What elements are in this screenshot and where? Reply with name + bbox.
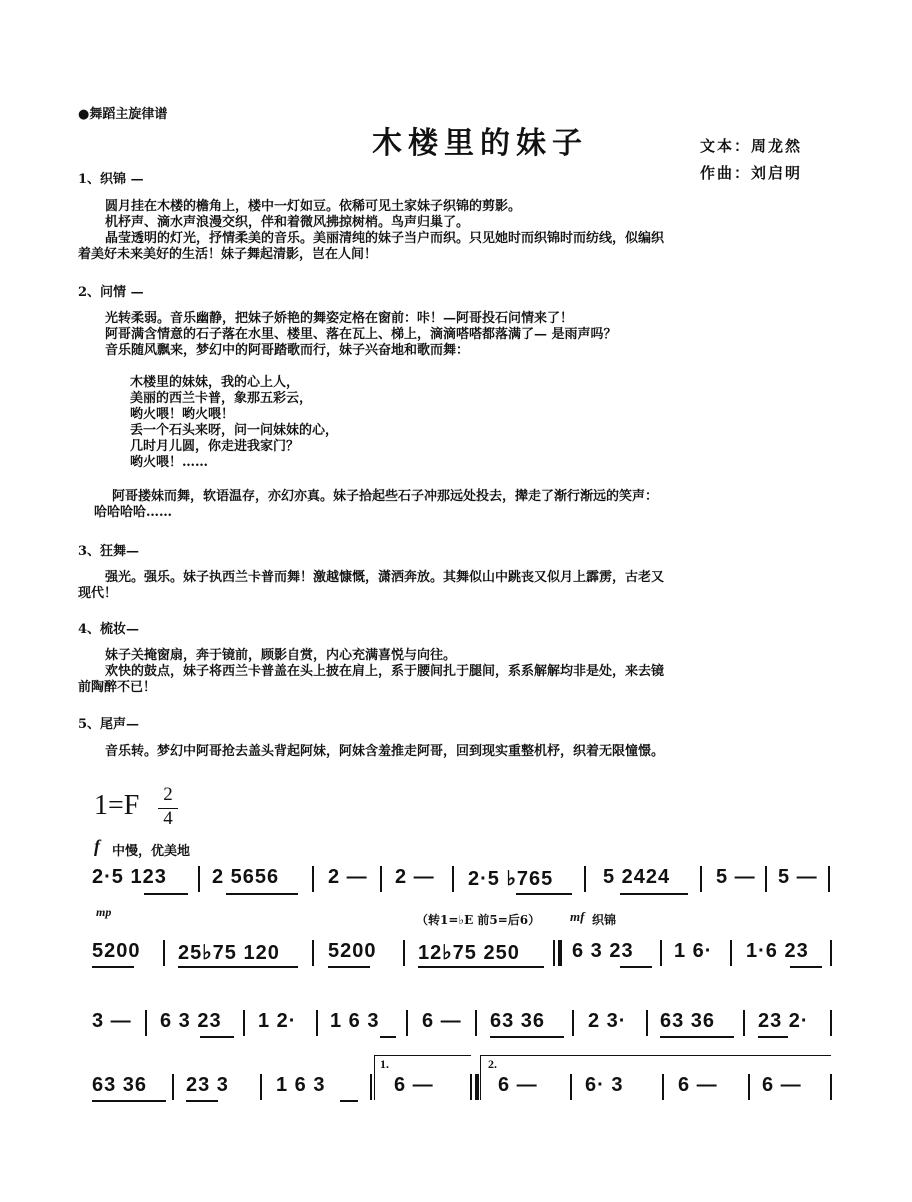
section-2-line-2: 阿哥满含情意的石子落在水里、楼里、落在瓦上、梯上，滴滴嗒嗒都落满了— 是雨声吗？ xyxy=(105,327,617,342)
measure: 6 — xyxy=(498,1074,538,1096)
section-1-line-1: 圆月挂在木楼的檐角上，楼中一灯如豆。依稀可见土家妹子织锦的剪影。 xyxy=(105,199,522,214)
measure: 2 3· xyxy=(588,1010,627,1032)
underline xyxy=(144,893,188,895)
time-signature-bottom: 4 xyxy=(163,808,173,829)
underline xyxy=(490,1036,564,1038)
barline xyxy=(553,940,555,966)
dynamic-forte: f xyxy=(94,836,100,856)
barline xyxy=(452,866,454,892)
barline xyxy=(646,1010,648,1036)
barline xyxy=(145,1010,147,1036)
measure: 1 6· xyxy=(674,940,713,962)
measure: 5 2424 xyxy=(603,866,671,888)
barline xyxy=(475,1010,477,1036)
composer-credit: 作曲：刘启明 xyxy=(700,164,803,182)
measure: 6 — xyxy=(422,1010,462,1032)
measure: 1 6 3 xyxy=(276,1074,326,1096)
key-signature: 1=F xyxy=(94,790,140,821)
section-4-line-1: 妹子关掩窗扇，奔于镜前，顾影自赏，内心充满喜悦与向往。 xyxy=(105,648,457,663)
measure: 25♭75 120 xyxy=(178,942,280,964)
barline xyxy=(660,940,662,966)
barline xyxy=(380,866,382,892)
section-5-line-1: 音乐转。梦幻中阿哥抢去盖头背起阿妹，阿妹含羞推走阿哥，回到现实重整机杼，织着无限憧憬。 xyxy=(105,744,665,759)
measure: 6 — xyxy=(762,1074,802,1096)
underline xyxy=(340,1100,358,1102)
section-heading-2: 2、问情 — xyxy=(78,285,144,300)
dynamic-mf: mf xyxy=(570,909,585,924)
measure: 1 2· xyxy=(258,1010,297,1032)
section-heading-4: 4、梳妆— xyxy=(78,622,140,637)
measure: 5200 xyxy=(92,940,141,962)
underline xyxy=(790,966,822,968)
measure: 5 — xyxy=(778,866,818,888)
section-4-line-2: 欢快的鼓点，妹子将西兰卡普盖在头上披在肩上，系于腰间扎于腿间，系系解解均非是处，来去镜 xyxy=(105,664,665,679)
underline xyxy=(660,1036,734,1038)
barline xyxy=(403,940,405,966)
underline xyxy=(758,1036,788,1038)
barline xyxy=(584,866,586,892)
section-4-line-3: 前陶醉不已！ xyxy=(78,680,157,695)
underline xyxy=(380,1036,396,1038)
underline xyxy=(516,893,572,895)
section-marker: 织锦 xyxy=(592,913,617,927)
measure: 6 3 23 xyxy=(572,940,634,962)
first-ending-label: 1. xyxy=(380,1057,389,1071)
barline xyxy=(316,1010,318,1036)
barline xyxy=(406,1010,408,1036)
measure: 1·6 23 xyxy=(746,940,809,962)
measure: 2 — xyxy=(395,866,435,888)
measure: 3 — xyxy=(92,1010,132,1032)
barline xyxy=(730,940,732,966)
second-ending-label: 2. xyxy=(488,1057,497,1071)
repeat-start-barline xyxy=(558,940,562,966)
barline xyxy=(830,1010,832,1036)
section-2-after-1: 阿哥搂妹而舞，软语温存，亦幻亦真。妹子拾起些石子冲那远处投去，撵走了渐行渐远的笑声： xyxy=(112,489,659,504)
tempo-marking: 中慢，优美地 xyxy=(112,844,191,859)
song-line-5: 几时月儿圆，你走进我家门？ xyxy=(130,439,300,454)
section-heading-3: 3、狂舞— xyxy=(78,544,140,559)
category-label: ●舞蹈主旋律谱 xyxy=(78,107,168,122)
barline xyxy=(370,1074,372,1100)
underline xyxy=(200,1036,234,1038)
underline xyxy=(620,966,652,968)
barline xyxy=(572,1010,574,1036)
measure: 6 3 23 xyxy=(160,1010,222,1032)
measure: 23 3 xyxy=(186,1074,229,1096)
barline xyxy=(700,866,702,892)
underline xyxy=(92,1100,166,1102)
measure: 63 36 xyxy=(490,1010,546,1032)
barline xyxy=(172,1074,174,1100)
measure: 2·5 ♭765 xyxy=(468,868,554,890)
song-line-4: 丢一个石头来呀，问一问妹妹的心， xyxy=(130,423,339,438)
barline xyxy=(260,1074,262,1100)
barline xyxy=(743,1010,745,1036)
barline xyxy=(312,940,314,966)
section-3-line-2: 现代！ xyxy=(78,586,118,601)
song-line-2: 美丽的西兰卡普，象那五彩云， xyxy=(130,391,313,406)
song-line-3: 哟火喂！哟火喂！ xyxy=(130,407,235,422)
underline xyxy=(226,893,298,895)
measure: 5200 xyxy=(328,940,377,962)
barline xyxy=(830,940,832,966)
barline xyxy=(830,1074,832,1100)
section-1-line-4: 着美好未来美好的生活！妹子舞起清影，岂在人间！ xyxy=(78,247,378,262)
underline xyxy=(92,966,134,968)
underline xyxy=(178,966,298,968)
barline xyxy=(748,1074,750,1100)
measure: 2 — xyxy=(328,866,368,888)
section-1-line-3: 晶莹透明的灯光，抒情柔美的音乐。美丽清纯的妹子当户而织。只见她时而织锦时而纺线，似编织 xyxy=(105,231,665,246)
section-3-line-1: 强光。强乐。妹子执西兰卡普而舞！激越慷慨，潇洒奔放。其舞似山中跳丧又似月上霹雳，古老又 xyxy=(105,570,665,585)
barline xyxy=(243,1010,245,1036)
barline xyxy=(765,866,767,892)
measure: 6· 3 xyxy=(585,1074,624,1096)
measure: 2 5656 xyxy=(212,866,280,888)
lyricist-credit: 文本：周龙然 xyxy=(700,137,803,155)
section-2-line-3: 音乐随风飘来，梦幻中的阿哥踏歌而行，妹子兴奋地和歌而舞： xyxy=(105,343,470,358)
time-signature-top: 2 xyxy=(163,784,173,805)
section-heading-5: 5、尾声— xyxy=(78,717,140,732)
song-line-6: 哟火喂！…… xyxy=(130,455,209,470)
underline xyxy=(418,966,544,968)
barline xyxy=(828,866,830,892)
section-2-after-2: 哈哈哈哈…… xyxy=(94,505,173,520)
underline xyxy=(328,966,370,968)
section-1-line-2: 机杼声、滴水声浪漫交织，伴和着微风拂掠树梢。鸟声归巢了。 xyxy=(105,215,470,230)
measure: 6 — xyxy=(678,1074,718,1096)
repeat-end-barline xyxy=(470,1074,472,1100)
barline xyxy=(570,1074,572,1100)
measure: 6 — xyxy=(394,1074,434,1096)
barline xyxy=(312,866,314,892)
dynamic-mp: mp xyxy=(96,905,112,919)
measure: 63 36 xyxy=(660,1010,716,1032)
barline xyxy=(662,1074,664,1100)
measure: 23 2· xyxy=(758,1010,809,1032)
section-heading-1: 1、织锦 — xyxy=(78,172,144,187)
repeat-end-thick-barline xyxy=(475,1074,479,1100)
page-title: 木楼里的妹子 xyxy=(372,126,588,161)
barline xyxy=(198,866,200,892)
barline xyxy=(163,940,165,966)
underline xyxy=(620,893,688,895)
song-line-1: 木楼里的妹妹，我的心上人， xyxy=(130,375,300,390)
measure: 1 6 3 xyxy=(330,1010,380,1032)
measure: 63 36 xyxy=(92,1074,148,1096)
measure: 2·5 123 xyxy=(92,866,167,888)
modulation-marking: （转1=♭E 前5=后6） xyxy=(416,913,541,927)
measure: 12♭75 250 xyxy=(418,942,520,964)
underline xyxy=(186,1100,218,1102)
measure: 5 — xyxy=(716,866,756,888)
section-2-line-1: 光转柔弱。音乐幽静，把妹子娇艳的舞姿定格在窗前：咔！—阿哥投石问情来了！ xyxy=(105,311,574,326)
